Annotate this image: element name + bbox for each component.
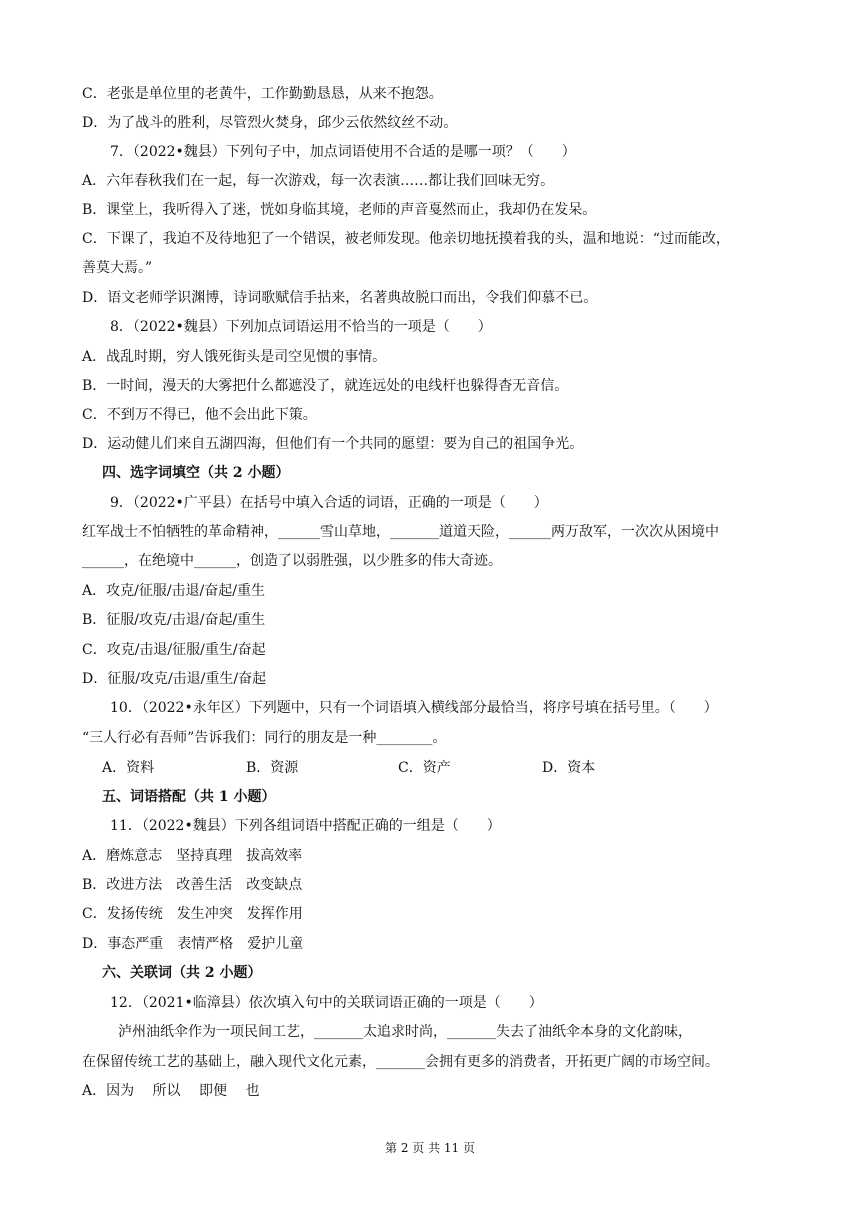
option-a-q10: A．资料 <box>102 760 155 776</box>
option-d-q11: D．事态严重 表情严格 爱护儿童 <box>82 936 304 952</box>
option-c-q8: C．不到万不得已，他不会出此下策。 <box>82 407 317 423</box>
option-d-q9: D．征服/攻克/击退/重生/奋起 <box>82 671 267 687</box>
option-d-q6: D．为了战斗的胜利，尽管烈火焚身，邱少云依然纹丝不动。 <box>82 115 458 131</box>
option-c-q10: C．资产 <box>398 760 451 776</box>
option-b-q7: B．课堂上，我听得入了迷，恍如身临其境，老师的声音戛然而止，我却仍在发呆。 <box>82 202 597 218</box>
option-c-q7: C．下课了，我迫不及待地犯了一个错误，被老师发现。他亲切地抚摸着我的头，温和地说：“过而能改， <box>82 231 730 247</box>
option-c-q9: C．攻克/击退/征服/重生/奋起 <box>82 642 266 658</box>
section-heading-4: 四、选字词填空（共 2 小题） <box>102 465 290 481</box>
section-heading-6: 六、关联词（共 2 小题） <box>102 965 262 981</box>
question-8: 8．（2022•魏县）下列加点词语运用不恰当的一项是（ ） <box>110 319 492 335</box>
question-10-sentence: “三人行必有吾师”告诉我们：同行的朋友是一种________。 <box>82 730 447 746</box>
option-b-q8: B．一时间，漫天的大雾把什么都遮没了，就连远处的电线杆也躲得杳无音信。 <box>82 378 569 394</box>
option-b-q10: B．资源 <box>246 760 299 776</box>
option-a-q11: A．磨炼意志 坚持真理 拔高效率 <box>82 848 303 864</box>
question-12-passage-line-1: 泸州油纸伞作为一项民间工艺，_______太追求时尚，_______失去了油纸伞本身的文化韵味， <box>118 1024 692 1040</box>
question-11: 11．（2022•魏县）下列各组词语中搭配正确的一组是（ ） <box>110 818 501 834</box>
option-c-q7-continued: 善莫大焉。” <box>82 260 153 276</box>
option-a-q8: A．战乱时期，穷人饿死街头是司空见惯的事情。 <box>82 349 387 365</box>
question-12: 12．（2021•临漳县）依次填入句中的关联词语正确的一项是（ ） <box>110 995 543 1011</box>
question-10: 10．（2022•永年区）下列题中，只有一个词语填入横线部分最恰当，将序号填在括号里。（ ） <box>110 700 718 716</box>
option-a-q12: A．因为 所以 即便 也 <box>82 1083 260 1099</box>
option-d-q10: D．资本 <box>542 760 596 776</box>
question-7: 7．（2022•魏县）下列句子中，加点词语使用不合适的是哪一项？（ ） <box>110 144 576 160</box>
option-d-q8: D．运动健儿们来自五湖四海，但他们有一个共同的愿望：要为自己的祖国争光。 <box>82 436 584 452</box>
section-heading-5: 五、词语搭配（共 1 小题） <box>102 789 276 805</box>
question-9-passage-line-2: ______，在绝境中______，创造了以弱胜强，以少胜多的伟大奇迹。 <box>82 553 502 569</box>
option-c-q6: C．老张是单位里的老黄牛，工作勤勤恳恳，从来不抱怨。 <box>82 86 443 102</box>
option-d-q7: D．语文老师学识渊博，诗词歌赋信手拈来，名著典故脱口而出，令我们仰慕不已。 <box>82 290 598 306</box>
question-9-passage-line-1: 红军战士不怕牺牲的革命精神，______雪山草地，_______道道天险，______两万敌军，一次次从困境中 <box>82 524 719 540</box>
option-b-q11: B．改进方法 改善生活 改变缺点 <box>82 877 303 893</box>
question-12-passage-line-2: 在保留传统工艺的基础上，融入现代文化元素，_______会拥有更多的消费者，开拓更广阔的市场空间。 <box>82 1054 719 1070</box>
option-c-q11: C．发扬传统 发生冲突 发挥作用 <box>82 906 303 922</box>
option-b-q9: B．征服/攻克/击退/奋起/重生 <box>82 612 266 628</box>
question-9: 9．（2022•广平县）在括号中填入合适的词语，正确的一项是（ ） <box>110 495 548 511</box>
option-a-q9: A．攻克/征服/击退/奋起/重生 <box>82 583 265 599</box>
page-number-footer: 第 2 页 共 11 页 <box>385 1141 475 1155</box>
option-a-q7: A．六年春秋我们在一起，每一次游戏，每一次表演……都让我们回味无穷。 <box>82 173 555 189</box>
